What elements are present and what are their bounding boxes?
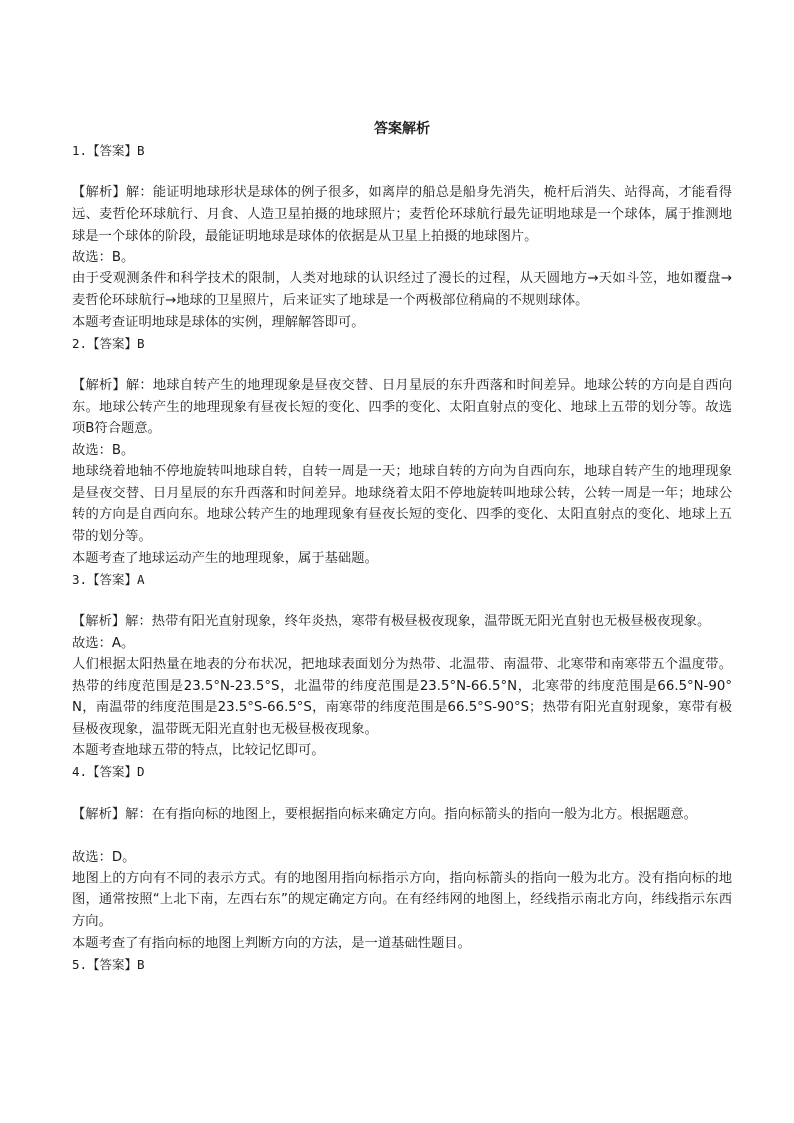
answer-4: 4.【答案】D xyxy=(72,764,145,780)
explain-3: 人们根据太阳热量在地表的分布状况，把地球表面划分为热带、北温带、南温带、北寒带和南寒带五个温度带。热带的纬度范围是23.5°N-23.5°S，北温带的纬度范围是23.5°N-66.5°N，北寒带的纬度范围是66.5°N-90°N，南温带的纬度范围是23.5°S-66.5°S，南寒带的纬度范围是66.5°S-90°S；热带有阳光直射现象，寒带有极昼极夜现象，温带既无阳光直射也无极昼极夜现象。 xyxy=(72,656,732,737)
summary-4: 本题考查了有指向标的地图上判断方向的方法，是一道基础性题目。 xyxy=(72,935,471,951)
analysis-1: 【解析】解：能证明地球形状是球体的例子很多，如离岸的船总是船身先消失，桅杆后消失、站得高，才能看得远、麦哲伦环球航行、月食、人造卫星拍摄的地球照片；麦哲伦环球航行最先证明地球是一个球体，属于推测地球是一个球体的阶段，最能证明地球是球体的依据是从卫星上拍摄的地球图片。 xyxy=(72,185,732,244)
choice-3: 故选：A。 xyxy=(72,635,135,651)
summary-3: 本题考查地球五带的特点，比较记忆即可。 xyxy=(72,743,325,759)
analysis-4: 【解析】解：在有指向标的地图上，要根据指向标来确定方向。指向标箭头的指向一般为北方。根据题意。 xyxy=(72,806,697,822)
page-title: 答案解析 xyxy=(374,121,430,137)
choice-2: 故选：B。 xyxy=(72,442,135,458)
document-page xyxy=(72,118,732,975)
spacer xyxy=(72,825,732,846)
analysis-3: 【解析】解：热带有阳光直射现象，终年炎热，寒带有极昼极夜现象，温带既无阳光直射也无极昼极夜现象。 xyxy=(72,614,711,630)
answer-5: 5.【答案】B xyxy=(72,956,145,972)
spacer xyxy=(72,161,732,182)
answer-2: 2.【答案】B xyxy=(72,335,145,351)
explain-1: 由于受观测条件和科学技术的限制，人类对地球的认识经过了漫长的过程，从天圆地方→天如斗笠，地如覆盘→麦哲伦环球航行→地球的卫星照片，后来证实了地球是一个两极部位稍扁的不规则球体。 xyxy=(72,271,732,308)
summary-2: 本题考查了地球运动产生的地理现象，属于基础题。 xyxy=(72,550,378,566)
spacer xyxy=(72,783,732,804)
spacer xyxy=(72,590,732,611)
answer-1: 1.【答案】B xyxy=(72,143,145,158)
explain-4: 地图上的方向有不同的表示方式。有的地图用指向标指示方向，指向标箭头的指向一般为北方。没有指向标的地图，通常按照“上北下南，左西右东”的规定确定方向。在有经纬网的地图上，经线指示南北方向，纬线指示东西方向。 xyxy=(72,870,732,930)
summary-1: 本题考查证明地球是球体的实例，理解解答即可。 xyxy=(72,314,365,330)
explain-2: 地球绕着地轴不停地旋转叫地球自转，自转一周是一天；地球自转的方向为自西向东，地球自转产生的地理现象是昼夜交替、日月星辰的东升西落和时间差异。地球绕着太阳不停地旋转叫地球公转，公转一周是一年；地球公转的方向是自西向东。地球公转产生的地理现象有昼夜长短的变化、四季的变化、太阳直射点的变化、地球上五带的划分等。 xyxy=(72,464,732,544)
choice-4: 故选：D。 xyxy=(72,849,136,865)
choice-1: 故选：B。 xyxy=(72,250,135,266)
answer-3: 3.【答案】A xyxy=(72,571,145,587)
analysis-2: 【解析】解：地球自转产生的地理现象是昼夜交替、日月星辰的东升西落和时间差异。地球公转的方向是自西向东。地球公转产生的地理现象有昼夜长短的变化、四季的变化、太阳直射点的变化、地球上五带的划分等。故选项B符合题意。 xyxy=(72,378,732,437)
spacer xyxy=(72,354,732,375)
